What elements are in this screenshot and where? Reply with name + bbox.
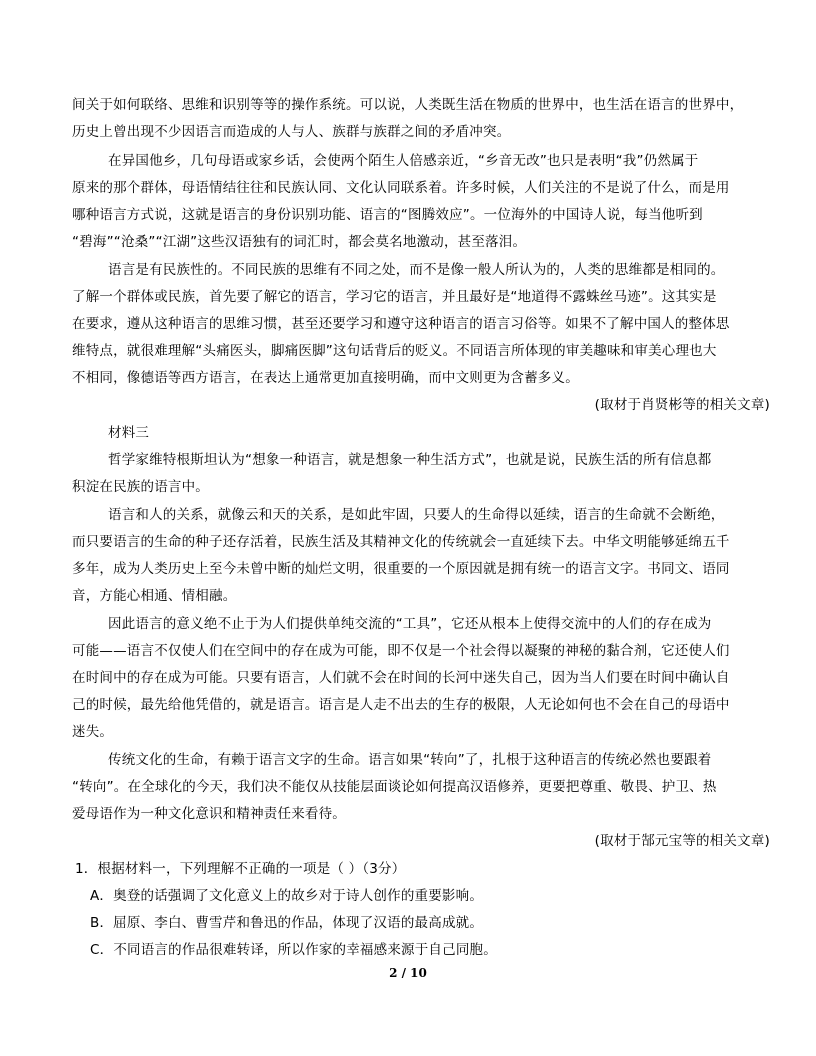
option-a: A．奥登的话强调了文化意义上的故乡对于诗人创作的重要影响。 xyxy=(90,888,484,904)
body-line: 积淀在民族的语言中。 xyxy=(72,479,209,495)
body-line: 而只要语言的生命的种子还存活着，民族生活及其精神文化的传统就会一直延续下去。中华文明能够延绵五千 xyxy=(72,534,730,550)
section-heading: 材料三 xyxy=(108,425,150,441)
body-line: 多年，成为人类历史上至今未曾中断的灿烂文明，很重要的一个原因就是拥有统一的语言文字。书同文、语同 xyxy=(72,561,730,577)
body-line: 语言和人的关系，就像云和天的关系，是如此牢固，只要人的生命得以延续，语言的生命就不会断绝， xyxy=(108,507,725,523)
option-c: C．不同语言的作品很难转译，所以作家的幸福感来源于自己同胞。 xyxy=(90,942,497,958)
body-line: “碧海”“沧桑”“江湖”这些汉语独有的词汇时，都会莫名地激动，甚至落泪。 xyxy=(72,234,527,250)
body-line: 音，方能心相通、情相融。 xyxy=(72,588,237,604)
body-line: 己的时候，最先给他凭借的，就是语言。语言是人走不出去的生存的极限，人无论如何也不会在自己的母语中 xyxy=(72,697,730,713)
body-line: 在异国他乡，几句母语或家乡话，会使两个陌生人倍感亲近，“乡音无改”也只是表明“我”仍然属于 xyxy=(108,153,699,169)
body-line: 历史上曾出现不少因语言而造成的人与人、族群与族群之间的矛盾冲突。 xyxy=(72,124,511,140)
body-line: “转向”。在全球化的今天，我们决不能仅从技能层面谈论如何提高汉语修养，更要把尊重、敬畏、护卫、热 xyxy=(72,779,717,795)
body-line: 在时间中的存在成为可能。只要有语言，人们就不会在时间的长河中迷失自己，因为当人们要在时间中确认自 xyxy=(72,670,730,686)
body-line: 因此语言的意义绝不止于为人们提供单纯交流的“工具”，它还从根本上使得交流中的人们的存在成为 xyxy=(108,616,712,632)
body-line: 不相同，像德语等西方语言，在表达上通常更加直接明确，而中文则更为含蓄多义。 xyxy=(72,370,579,386)
body-line: 维特点，就很难理解“头痛医头，脚痛医脚”这句话背后的贬义。不同语言所体现的审美趣味和审美心理也大 xyxy=(72,343,717,359)
body-line: 哪种语言方式说，这就是语言的身份识别功能、语言的“图腾效应”。一位海外的中国诗人说，每当他听到 xyxy=(72,207,703,223)
body-line: 哲学家维特根斯坦认为“想象一种语言，就是想象一种生活方式”，也就是说，民族生活的所有信息都 xyxy=(108,452,712,468)
source-citation: (取材于肖贤彬等的相关文章) xyxy=(594,397,770,413)
body-line: 可能——语言不仅使人们在空间中的存在成为可能，即不仅是一个社会得以凝聚的神秘的黏合剂，它还使人们 xyxy=(72,643,730,659)
body-line: 在要求，遵从这种语言的思维习惯，甚至还要学习和遵守这种语言的语言习俗等。如果不了解中国人的整体思 xyxy=(72,316,730,332)
body-line: 了解一个群体或民族，首先要了解它的语言，学习它的语言，并且最好是“地道得不露蛛丝马迹”。这其实是 xyxy=(72,289,717,305)
source-citation: (取材于郜元宝等的相关文章) xyxy=(594,833,770,849)
body-line: 迷失。 xyxy=(72,724,114,740)
option-b: B．屈原、李白、曹雪芹和鲁迅的作品，体现了汉语的最高成就。 xyxy=(90,915,484,931)
page-number: 2 / 10 xyxy=(389,966,427,980)
body-line: 原来的那个群体，母语情结往往和民族认同、文化认同联系着。许多时候，人们关注的不是说了什么，而是用 xyxy=(72,180,730,196)
body-line: 间关于如何联络、思维和识别等等的操作系统。可以说，人类既生活在物质的世界中，也生活在语言的世界中， xyxy=(72,97,744,113)
question-stem: 1．根据材料一，下列理解不正确的一项是（ ）（3分） xyxy=(75,861,406,877)
body-line: 爱母语作为一种文化意识和精神责任来看待。 xyxy=(72,806,346,822)
body-line: 传统文化的生命，有赖于语言文字的生命。语言如果“转向”了，扎根于这种语言的传统必然也要跟着 xyxy=(108,752,712,768)
body-line: 语言是有民族性的。不同民族的思维有不同之处，而不是像一般人所认为的，人类的思维都是相同的。 xyxy=(108,262,725,278)
